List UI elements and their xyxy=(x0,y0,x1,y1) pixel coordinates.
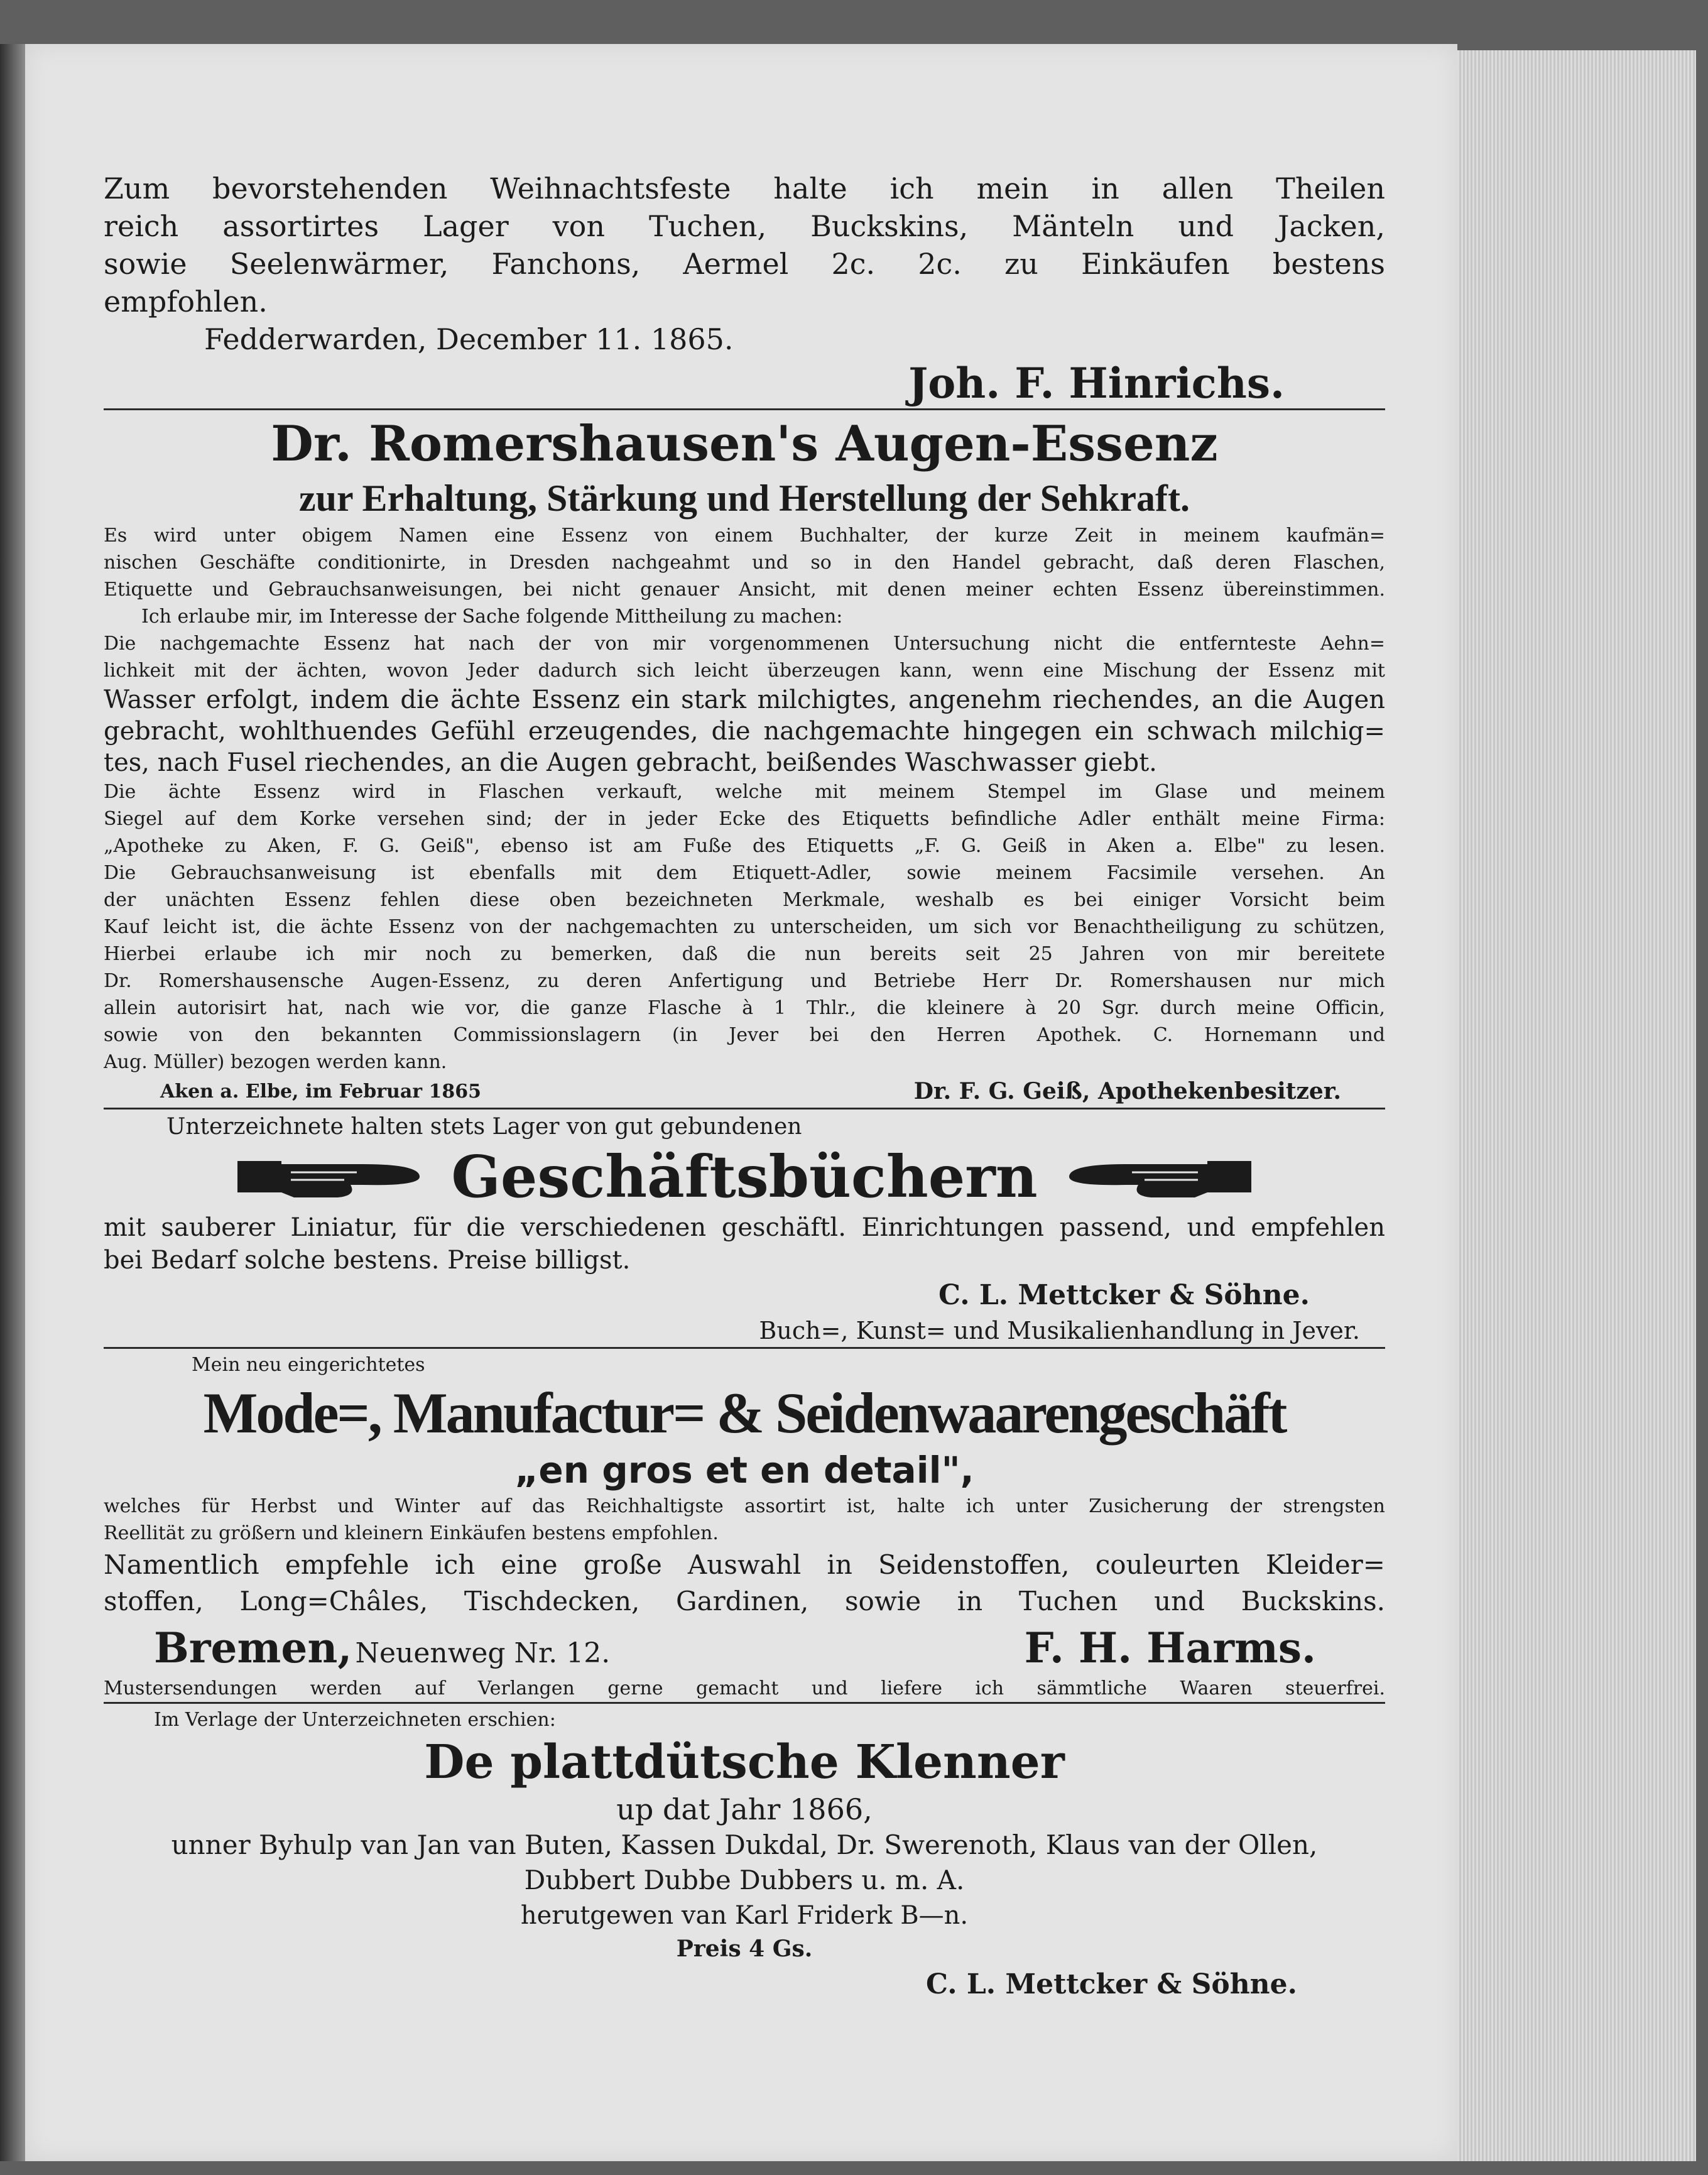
ad-signature-row xyxy=(104,1076,1385,1108)
pointing-hand-right-icon xyxy=(237,1142,426,1211)
footer-line: Mustersendungen werden auf Verlangen gerne gemacht und liefere ich sämmtliche Waaren steuerfrei. xyxy=(104,1677,1385,1699)
firm-name: C. L. Mettcker & Söhne. xyxy=(925,1968,1297,2000)
text-line: empfohlen. xyxy=(104,285,268,319)
ad-intro: Im Verlage der Unterzeichneten erschien: xyxy=(154,1709,556,1731)
text-line: „Apotheke zu Aken, F. G. Geiß", ebenso ist am Fuße des Etiquetts „F. G. Geiß in Aken a. Elbe" zu lesen. xyxy=(104,835,1385,857)
text-line: lichkeit mit der ächten, wovon Jeder dadurch sich leicht überzeugen kann, wenn eine Mischung der Essenz mit xyxy=(104,660,1385,682)
text-line: Ich erlaube mir, im Interesse der Sache folgende Mittheilung zu machen: xyxy=(141,606,843,628)
text-line: stoffen, Long=Châles, Tischdecken, Gardinen, sowie in Tuchen und Buckskins. xyxy=(104,1586,1385,1616)
signature: Dr. F. G. Geiß, Apothekenbesitzer. xyxy=(913,1078,1341,1104)
ad-augen-essenz xyxy=(104,410,1385,1108)
text-line: gebracht, wohlthuendes Gefühl erzeugendes, die nachgemachte hingegen ein schwach milchig= xyxy=(104,717,1385,746)
ad-signature-row xyxy=(104,1620,1385,1672)
text-line: Wasser erfolgt, indem die ächte Essenz ein stark milchigtes, angenehm riechendes, an die Augen xyxy=(104,685,1385,714)
text-line: Es wird unter obigem Namen eine Essenz von einem Buchhalter, der kurze Zeit in meinem kaufmän= xyxy=(104,525,1385,547)
firm-subtitle: Buch=, Kunst= und Musikalienhandlung in Jever. xyxy=(759,1317,1360,1344)
text-line: Siegel auf dem Korke versehen sind; der in jeder Ecke des Etiquetts befindliche Adler enthält meine Firma: xyxy=(104,808,1385,830)
page-content xyxy=(104,170,1385,2005)
signature: Joh. F. Hinrichs. xyxy=(908,359,1285,408)
text-line: welches für Herbst und Winter auf das Reichhaltigste assortirt ist, halte ich unter Zusicherung der strengsten xyxy=(104,1495,1385,1517)
text-line: Zum bevorstehenden Weihnachtsfeste halte ich mein in allen Theilen xyxy=(104,172,1385,205)
text-line: Etiquette und Gebrauchsanweisungen, bei nicht genauer Ansicht, mit denen meiner echten Essenz übereinstimmen. xyxy=(104,579,1385,601)
year-line: up dat Jahr 1866, xyxy=(616,1792,873,1826)
text-line: der unächten Essenz fehlen diese oben bezeichneten Merkmale, weshalb es bei einiger Vorsicht beim xyxy=(104,889,1385,911)
signature: F. H. Harms. xyxy=(1024,1623,1316,1672)
ad-title: De plattdütsche Klenner xyxy=(424,1735,1065,1789)
pointing-hand-left-icon xyxy=(1063,1142,1251,1211)
ad-harms xyxy=(104,1349,1385,1702)
ad-hinrichs xyxy=(104,170,1385,408)
text-line: bei Bedarf solche bestens. Preise billigst. xyxy=(104,1246,631,1275)
book-spine xyxy=(0,44,25,2161)
ad-klenner xyxy=(104,1704,1385,2005)
title-row xyxy=(104,1142,1385,1211)
text-line: Dr. Romershausensche Augen-Essenz, zu deren Anfertigung und Betriebe Herr Dr. Romershausen nur mich xyxy=(104,970,1385,992)
price-line: Preis 4 Gs. xyxy=(676,1936,813,1962)
text-line: allein autorisirt hat, nach wie vor, die ganze Flasche à 1 Thlr., die kleinere à 20 Sgr. durch meine Officin, xyxy=(104,997,1385,1019)
text-line: sowie von den bekannten Commissionslagern (in Jever bei den Herren Apothek. C. Hornemann und xyxy=(104,1024,1385,1046)
firm-name: C. L. Mettcker & Söhne. xyxy=(938,1279,1310,1311)
ad-intro: Mein neu eingerichtetes xyxy=(192,1354,425,1376)
text-line: Dubbert Dubbe Dubbers u. m. A. xyxy=(524,1865,965,1895)
ad-geschaeftsbuecher xyxy=(104,1109,1385,1347)
place-date: Fedderwarden, December 11. 1865. xyxy=(204,322,734,356)
text-line: Hierbei erlaube ich mir noch zu bemerken, daß die nun bereits seit 25 Jahren von mir bereitete xyxy=(104,943,1385,965)
address: Neuenweg Nr. 12. xyxy=(355,1637,611,1669)
place: Bremen, xyxy=(154,1623,352,1672)
text-line: unner Byhulp van Jan van Buten, Kassen Dukdal, Dr. Swerenoth, Klaus van der Ollen, xyxy=(171,1829,1318,1860)
ad-title: Mode=, Manufactur= & Seidenwaarengeschäft xyxy=(203,1381,1286,1445)
ad-title: Geschäftsbüchern xyxy=(451,1143,1038,1211)
ad-intro: Unterzeichnete halten stets Lager von gut gebundenen xyxy=(166,1114,802,1140)
text-line: reich assortirtes Lager von Tuchen, Buckskins, Mänteln und Jacken, xyxy=(104,209,1385,243)
text-line: mit sauberer Liniatur, für die verschiedenen geschäftl. Einrichtungen passend, und empfehlen xyxy=(104,1213,1385,1242)
ad-title: Dr. Romershausen's Augen-Essenz xyxy=(271,415,1218,472)
text-line: tes, nach Fusel riechendes, an die Augen gebracht, beißendes Waschwasser giebt. xyxy=(104,748,1157,777)
ad-subtitle: zur Erhaltung, Stärkung und Herstellung der Sehkraft. xyxy=(299,477,1190,519)
text-line: Reellität zu größern und kleinern Einkäufen bestens empfohlen. xyxy=(104,1522,719,1544)
text-line: Kauf leicht ist, die ächte Essenz von der nachgemachten zu unterscheiden, um sich vor Benachtheiligung zu schützen, xyxy=(104,916,1385,938)
text-line: nischen Geschäfte conditionirte, in Dresden nachgeahmt und so in den Handel gebracht, daß deren Flaschen, xyxy=(104,552,1385,574)
text-line: sowie Seelenwärmer, Fanchons, Aermel 2c. 2c. zu Einkäufen bestens xyxy=(104,247,1385,281)
text-line: Namentlich empfehle ich eine große Auswahl in Seidenstoffen, couleurten Kleider= xyxy=(104,1549,1385,1580)
page-edges xyxy=(1457,50,1696,2161)
newspaper-page xyxy=(25,44,1457,2161)
text-line: Die ächte Essenz wird in Flaschen verkauft, welche mit meinem Stempel im Glase und meinem xyxy=(104,781,1385,803)
place-date: Aken a. Elbe, im Februar 1865 xyxy=(160,1081,482,1103)
text-line: Die Gebrauchsanweisung ist ebenfalls mit dem Etiquett-Adler, sowie meinem Facsimile versehen. An xyxy=(104,862,1385,884)
ad-subtitle: „en gros et en detail", xyxy=(514,1449,974,1491)
editor-line: herutgewen van Karl Friderk B—n. xyxy=(520,1901,969,1930)
text-line: Aug. Müller) bezogen werden kann. xyxy=(104,1051,447,1073)
text-line: Die nachgemachte Essenz hat nach der von mir vorgenommenen Untersuchung nicht die entfernteste Aehn= xyxy=(104,633,1385,655)
